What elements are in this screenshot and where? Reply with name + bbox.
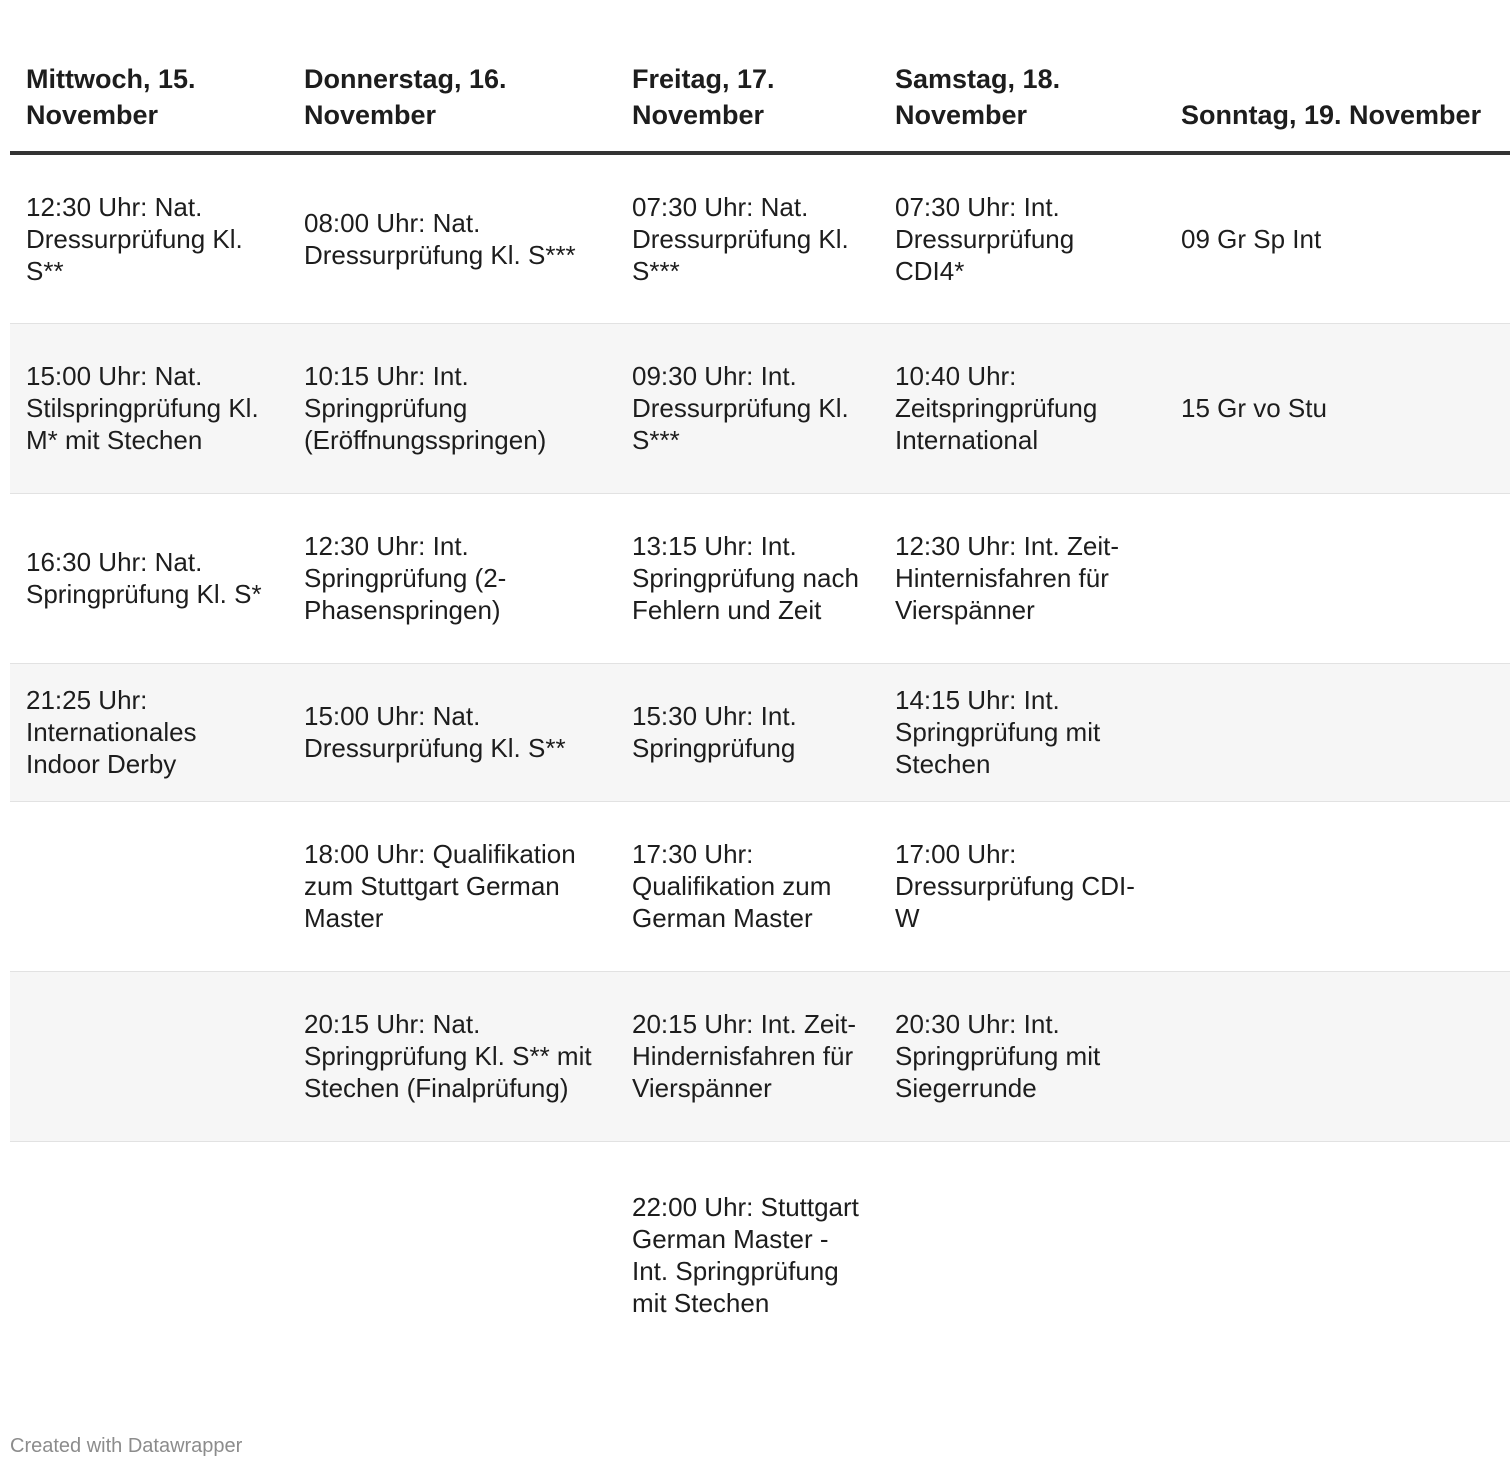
column-header-wednesday[interactable]: Mittwoch, 15. November <box>10 0 288 153</box>
table-cell <box>10 971 288 1141</box>
table-row <box>10 153 1510 323</box>
table-cell: 09:30 Uhr: Int. Dressurprüfung Kl. S*** <box>616 323 879 493</box>
table-cell: 10:15 Uhr: Int. Springprüfung (Eröffnungsspringen) <box>288 323 616 493</box>
table-cell <box>288 1141 616 1369</box>
table-cell <box>1165 1141 1510 1369</box>
table-row <box>10 1141 1510 1369</box>
table-cell: 12:30 Uhr: Int. Zeit-Hinternisfahren für Vierspänner <box>879 493 1165 663</box>
table-cell: 07:30 Uhr: Int. Dressurprüfung CDI4* <box>879 153 1165 323</box>
table-cell <box>1165 663 1510 801</box>
table-cell: 20:15 Uhr: Int. Zeit-Hindernisfahren für Vierspänner <box>616 971 879 1141</box>
table-cell <box>10 801 288 971</box>
footer-credit[interactable]: Created with Datawrapper <box>10 1435 243 1457</box>
table-cell: 16:30 Uhr: Nat. Springprüfung Kl. S* <box>10 493 288 663</box>
table-row <box>10 323 1510 493</box>
table-cell: 21:25 Uhr: Internationales Indoor Derby <box>10 663 288 801</box>
table-cell: 15:00 Uhr: Nat. Dressurprüfung Kl. S** <box>288 663 616 801</box>
table-cell <box>10 1141 288 1369</box>
table-cell: 10:40 Uhr: Zeitspringprüfung International <box>879 323 1165 493</box>
table-cell <box>1165 493 1510 663</box>
column-header-thursday[interactable]: Donnerstag, 16. November <box>288 0 616 153</box>
schedule-table <box>10 0 1510 1369</box>
table-cell: 17:00 Uhr: Dressurprüfung CDI-W <box>879 801 1165 971</box>
table-row <box>10 663 1510 801</box>
column-header-saturday[interactable]: Samstag, 18. November <box>879 0 1165 153</box>
table-cell: 20:15 Uhr: Nat. Springprüfung Kl. S** mit Stechen (Finalprüfung) <box>288 971 616 1141</box>
table-cell: 12:30 Uhr: Int. Springprüfung (2-Phasenspringen) <box>288 493 616 663</box>
table-cell: 15:00 Uhr: Nat. Stilspringprüfung Kl. M* mit Stechen <box>10 323 288 493</box>
table-cell: 13:15 Uhr: Int. Springprüfung nach Fehlern und Zeit <box>616 493 879 663</box>
table-cell: 22:00 Uhr: Stuttgart German Master - Int. Springprüfung mit Stechen <box>616 1141 879 1369</box>
table-cell: 18:00 Uhr: Qualifikation zum Stuttgart German Master <box>288 801 616 971</box>
table-cell: 17:30 Uhr: Qualifikation zum German Master <box>616 801 879 971</box>
schedule-table-wrapper <box>10 0 1482 1369</box>
table-row <box>10 493 1510 663</box>
table-cell: 08:00 Uhr: Nat. Dressurprüfung Kl. S*** <box>288 153 616 323</box>
table-cell <box>879 1141 1165 1369</box>
table-cell: 09 Gr Sp Int <box>1165 153 1510 323</box>
table-cell: 15 Gr vo Stu <box>1165 323 1510 493</box>
header-row <box>10 0 1510 153</box>
table-cell <box>1165 971 1510 1141</box>
table-cell: 12:30 Uhr: Nat. Dressurprüfung Kl. S** <box>10 153 288 323</box>
table-row <box>10 971 1510 1141</box>
table-cell: 15:30 Uhr: Int. Springprüfung <box>616 663 879 801</box>
table-cell: 20:30 Uhr: Int. Springprüfung mit Siegerrunde <box>879 971 1165 1141</box>
table-row <box>10 801 1510 971</box>
table-cell: 07:30 Uhr: Nat. Dressurprüfung Kl. S*** <box>616 153 879 323</box>
table-cell: 14:15 Uhr: Int. Springprüfung mit Stechen <box>879 663 1165 801</box>
column-header-friday[interactable]: Freitag, 17. November <box>616 0 879 153</box>
column-header-sunday[interactable]: Sonntag, 19. November <box>1165 0 1510 153</box>
table-cell <box>1165 801 1510 971</box>
